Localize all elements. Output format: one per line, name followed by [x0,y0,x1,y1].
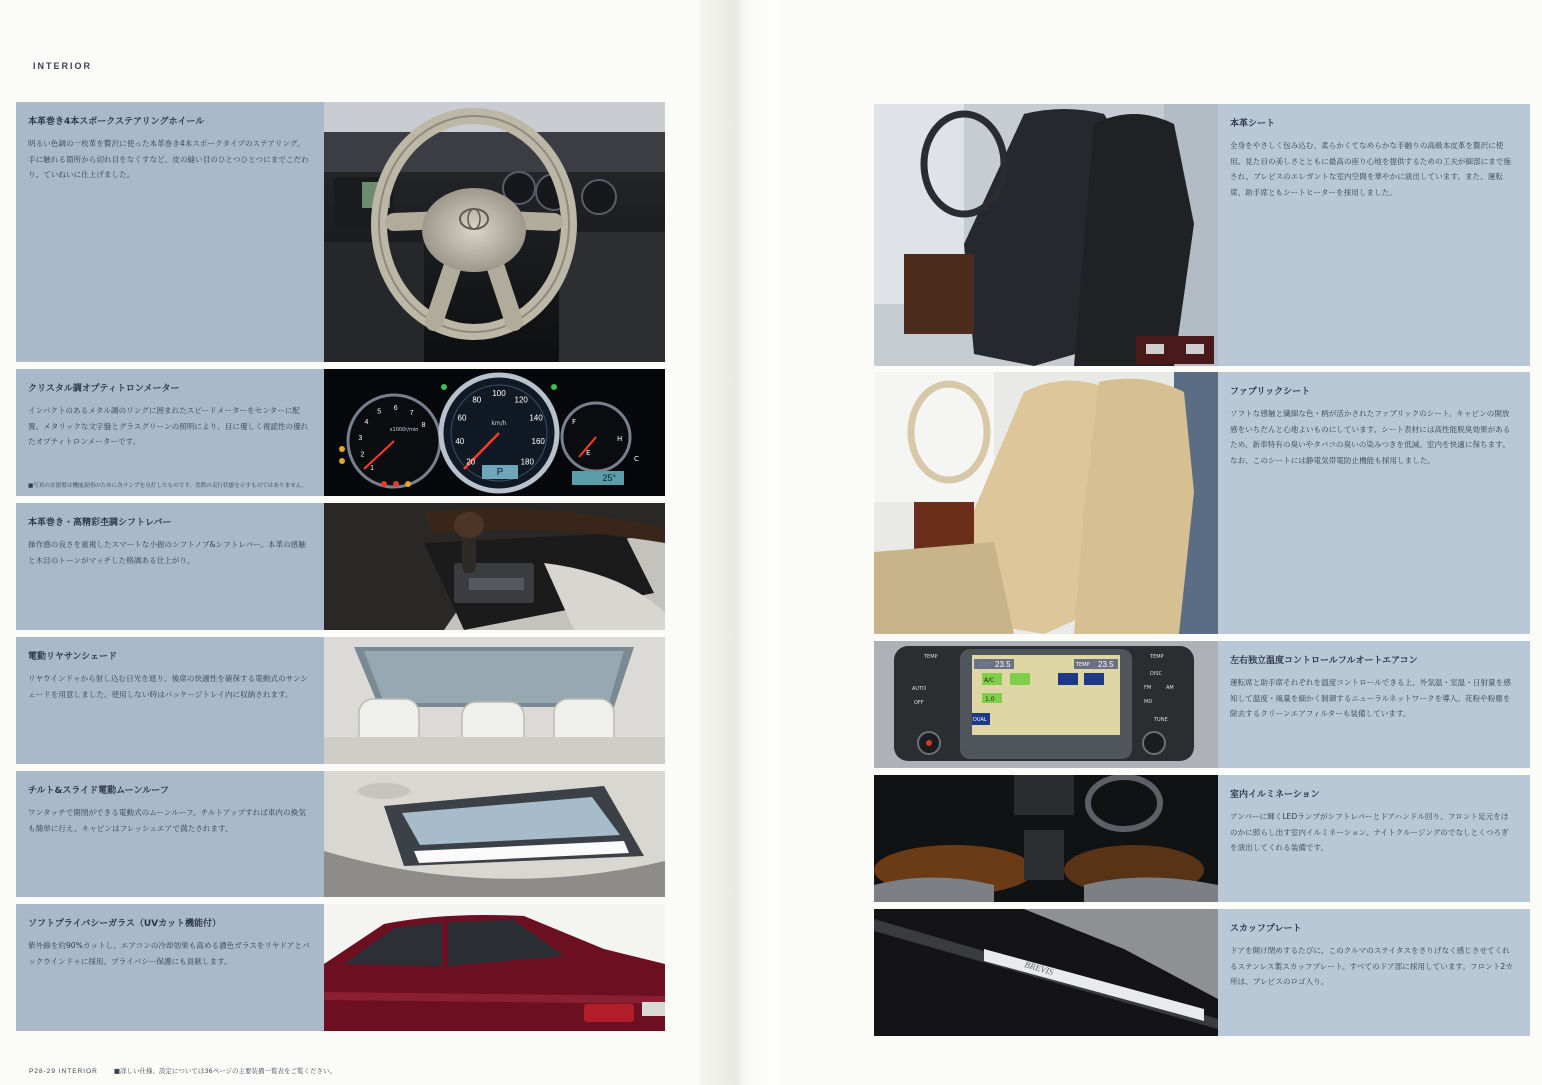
tach-tick-label: 8 [421,422,426,429]
meter-temp-hot: H [617,435,623,443]
fabric-seat-photo [874,372,1218,634]
climate-auto-button: AUTO [912,686,927,692]
interior-illumination-photo [874,775,1218,902]
speed-tick-label: 60 [457,413,467,423]
feature-body: 紫外線を約90%カットし、エアコンの冷却効果も高める濃色ガラスをリヤドアとバックウインドゥに採用。プライバシー保護にも貢献します。 [28,941,310,966]
audio-tune-button: TUNE [1154,717,1168,723]
meter-temp-cold: C [634,455,639,463]
speed-tick-label: 140 [529,413,543,423]
feature-body: ドアを開け閉めするたびに、このクルマのステイタスをさりげなく感じさせてくれるステンレス製スカッフプレート。すべてのドア部に採用しています。フロント2カ所は、ブレビスのロゴ入り。 [1230,946,1513,986]
speed-tick-label: 80 [472,395,482,405]
tach-tick-label: 1 [370,465,375,472]
tach-tick-label: 2 [360,451,365,459]
meter-gear-indicator: P [496,467,504,478]
tach-tick-label: 4 [364,419,369,427]
scuff-plate-logo: BREVIS [1023,959,1055,978]
audio-md-button: MD [1144,699,1153,705]
feature-title: 本革シート [1230,119,1276,129]
feature-title: 室内イルミネーション [1230,790,1320,800]
speed-tick-label: 20 [466,457,476,467]
audio-disc-button: DISC [1150,671,1162,677]
page-footer [29,1066,336,1075]
tach-tick-label: 7 [409,410,414,417]
footer-page-number: P28-29 INTERIOR [29,1068,98,1075]
feature-panel-illumination [1218,775,1530,902]
feature-panel-sunshade [16,637,324,764]
feature-body: 操作感の良さを重視したスマートな小振のシフトノブ&シフトレバー。本革の感触と木目のトーンがマッチした格調ある仕上がり。 [28,540,306,565]
climate-off-button: OFF [914,700,924,706]
feature-title: 本革巻き・高精彩杢調シフトレバー [28,518,172,528]
audio-am-button: AM [1166,685,1174,691]
climate-temp-button-right: TEMP [1150,654,1164,660]
feature-panel-privacy-glass [16,904,324,1031]
footer-note: ■詳しい仕様、設定については36ページの主要装備一覧表をご覧ください。 [113,1067,337,1075]
feature-title: クリスタル調オプティトロンメーター [28,384,180,394]
climate-fan-label: 1.0 [985,696,995,703]
speed-tick-label: 120 [514,395,528,405]
section-label: INTERIOR [33,61,93,71]
speed-tick-label: 180 [520,457,534,467]
speed-tick-label: 100 [492,389,506,398]
audio-fm-button: FM [1144,685,1152,691]
feature-panel-meter [16,369,324,496]
feature-panel-leather-seat [1218,104,1530,366]
climate-ac-label: A/C [984,677,995,684]
climate-left-temp: 23.5 [995,660,1011,669]
climate-control-photo [874,641,1218,768]
feature-body: 全身をやさしく包み込む、柔らかくてなめらかな手触りの高級本皮革を贅沢に使用。見た目の美しさとともに最高の座り心地を提供するための工夫が細部にまで施され、ブレビスのエレガントな室内空間を華やかに演出しています。また、運転席、助手席ともシートヒーターを採用しました。 [1230,141,1511,197]
climate-right-temp: 23.5 [1098,660,1114,669]
feature-body: ワンタッチで開閉ができる電動式のムーンルーフ。チルトアップすれば車内の換気も簡単に行え、キャビンはフレッシュエアで満たされます。 [28,808,306,833]
feature-body: インパクトのあるメタル調のリングに囲まれたスピードメーターをセンターに配置。メタリックな文字盤とグラスグリーンの照明により、目に優しく視認性の優れたオプティトロンメーターです。 [28,406,309,446]
shift-lever-photo [324,503,665,630]
feature-title: チルト&スライド電動ムーンルーフ [28,786,169,796]
optitron-meter-photo [324,369,665,496]
feature-panel-steering [16,102,324,362]
meter-temp-readout: 25° [602,473,616,483]
meter-tach-unit: x1000r/min [389,427,419,433]
feature-title: スカッフプレート [1230,924,1302,934]
feature-panel-shift [16,503,324,630]
leather-seat-photo [874,104,1218,366]
rear-sunshade-photo [324,637,665,764]
meter-fuel-full: F [572,418,577,426]
tach-tick-label: 6 [393,405,398,412]
steering-wheel-photo [324,102,665,362]
climate-dual-label: DUAL [973,717,987,723]
feature-title: 本革巻き4本スポークステアリングホイール [28,117,205,127]
feature-panel-climate [1218,641,1530,768]
feature-panel-scuff-plate [1218,909,1530,1036]
feature-title: 電動リヤサンシェード [28,652,117,662]
privacy-glass-photo [324,904,665,1031]
feature-body: アンバーに輝くLEDランプがシフトレバーとドアハンドル回り、フロント足元をほのかに照らし出す室内イルミネーション。ナイトクルージングのでなしとくつろぎを演出してくれる装備です。 [1230,812,1509,852]
feature-title: ファブリックシート [1230,387,1311,397]
tach-tick-label: 3 [358,434,363,442]
feature-title: 左右独立温度コントロールフルオートエアコン [1230,656,1418,666]
feature-body: リヤウインドゥから射し込む日光を遮り、後席の快適性を確保する電動式のサンシェードを用意しました。使用しない時はパッケージトレイ内に収納されます。 [28,674,308,699]
meter-fuel-empty: E [586,449,591,457]
feature-note: ■写真の計器盤は機能説明のために各ランプを点灯したものです。実際の走行状態を示すものではありません。 [28,483,308,489]
speed-tick-label: 40 [455,436,465,446]
meter-speed-unit: km/h [491,420,507,427]
feature-title: ソフトプライバシーガラス（UVカット機能付） [28,919,222,929]
page-gutter [700,0,780,1085]
feature-body: 明るい色調の一枚革を贅沢に使った本革巻き4本スポークタイプのステアリング。手に触れる箇所から切れ目をなくすなど、皮の縫い目のひとつひとつにまでこだわり、ていねいに仕上げました。 [28,139,309,179]
moonroof-photo [324,771,665,897]
feature-body: 運転席と助手席それぞれを温度コントロールできる上、外気温・室温・日射量を感知して温度・風量を細かく制御するニューラルネットワークを導入。花粉や粉塵を除去するクリーンエアフィルターも装備しています。 [1230,678,1511,718]
speed-tick-label: 160 [531,436,545,446]
feature-panel-moonroof [16,771,324,897]
feature-panel-fabric-seat [1218,372,1530,634]
climate-temp-button-left: TEMP [924,654,938,660]
climate-right-temp-label: TEMP [1076,662,1090,668]
feature-body: ソフトな感触と繊細な色・柄が活かされたファブリックのシート。キャビンの開放感をいちだんと心地よいものにしています。シート表材には高性能脱臭効果があるため、新車特有の臭いやタバコの臭いの染みつきを低減。室内を快適に保ちます。なお、このシートには静電気帯電防止機能も採用しました。 [1230,409,1511,465]
tach-tick-label: 5 [377,408,382,416]
scuff-plate-photo [874,909,1218,1036]
